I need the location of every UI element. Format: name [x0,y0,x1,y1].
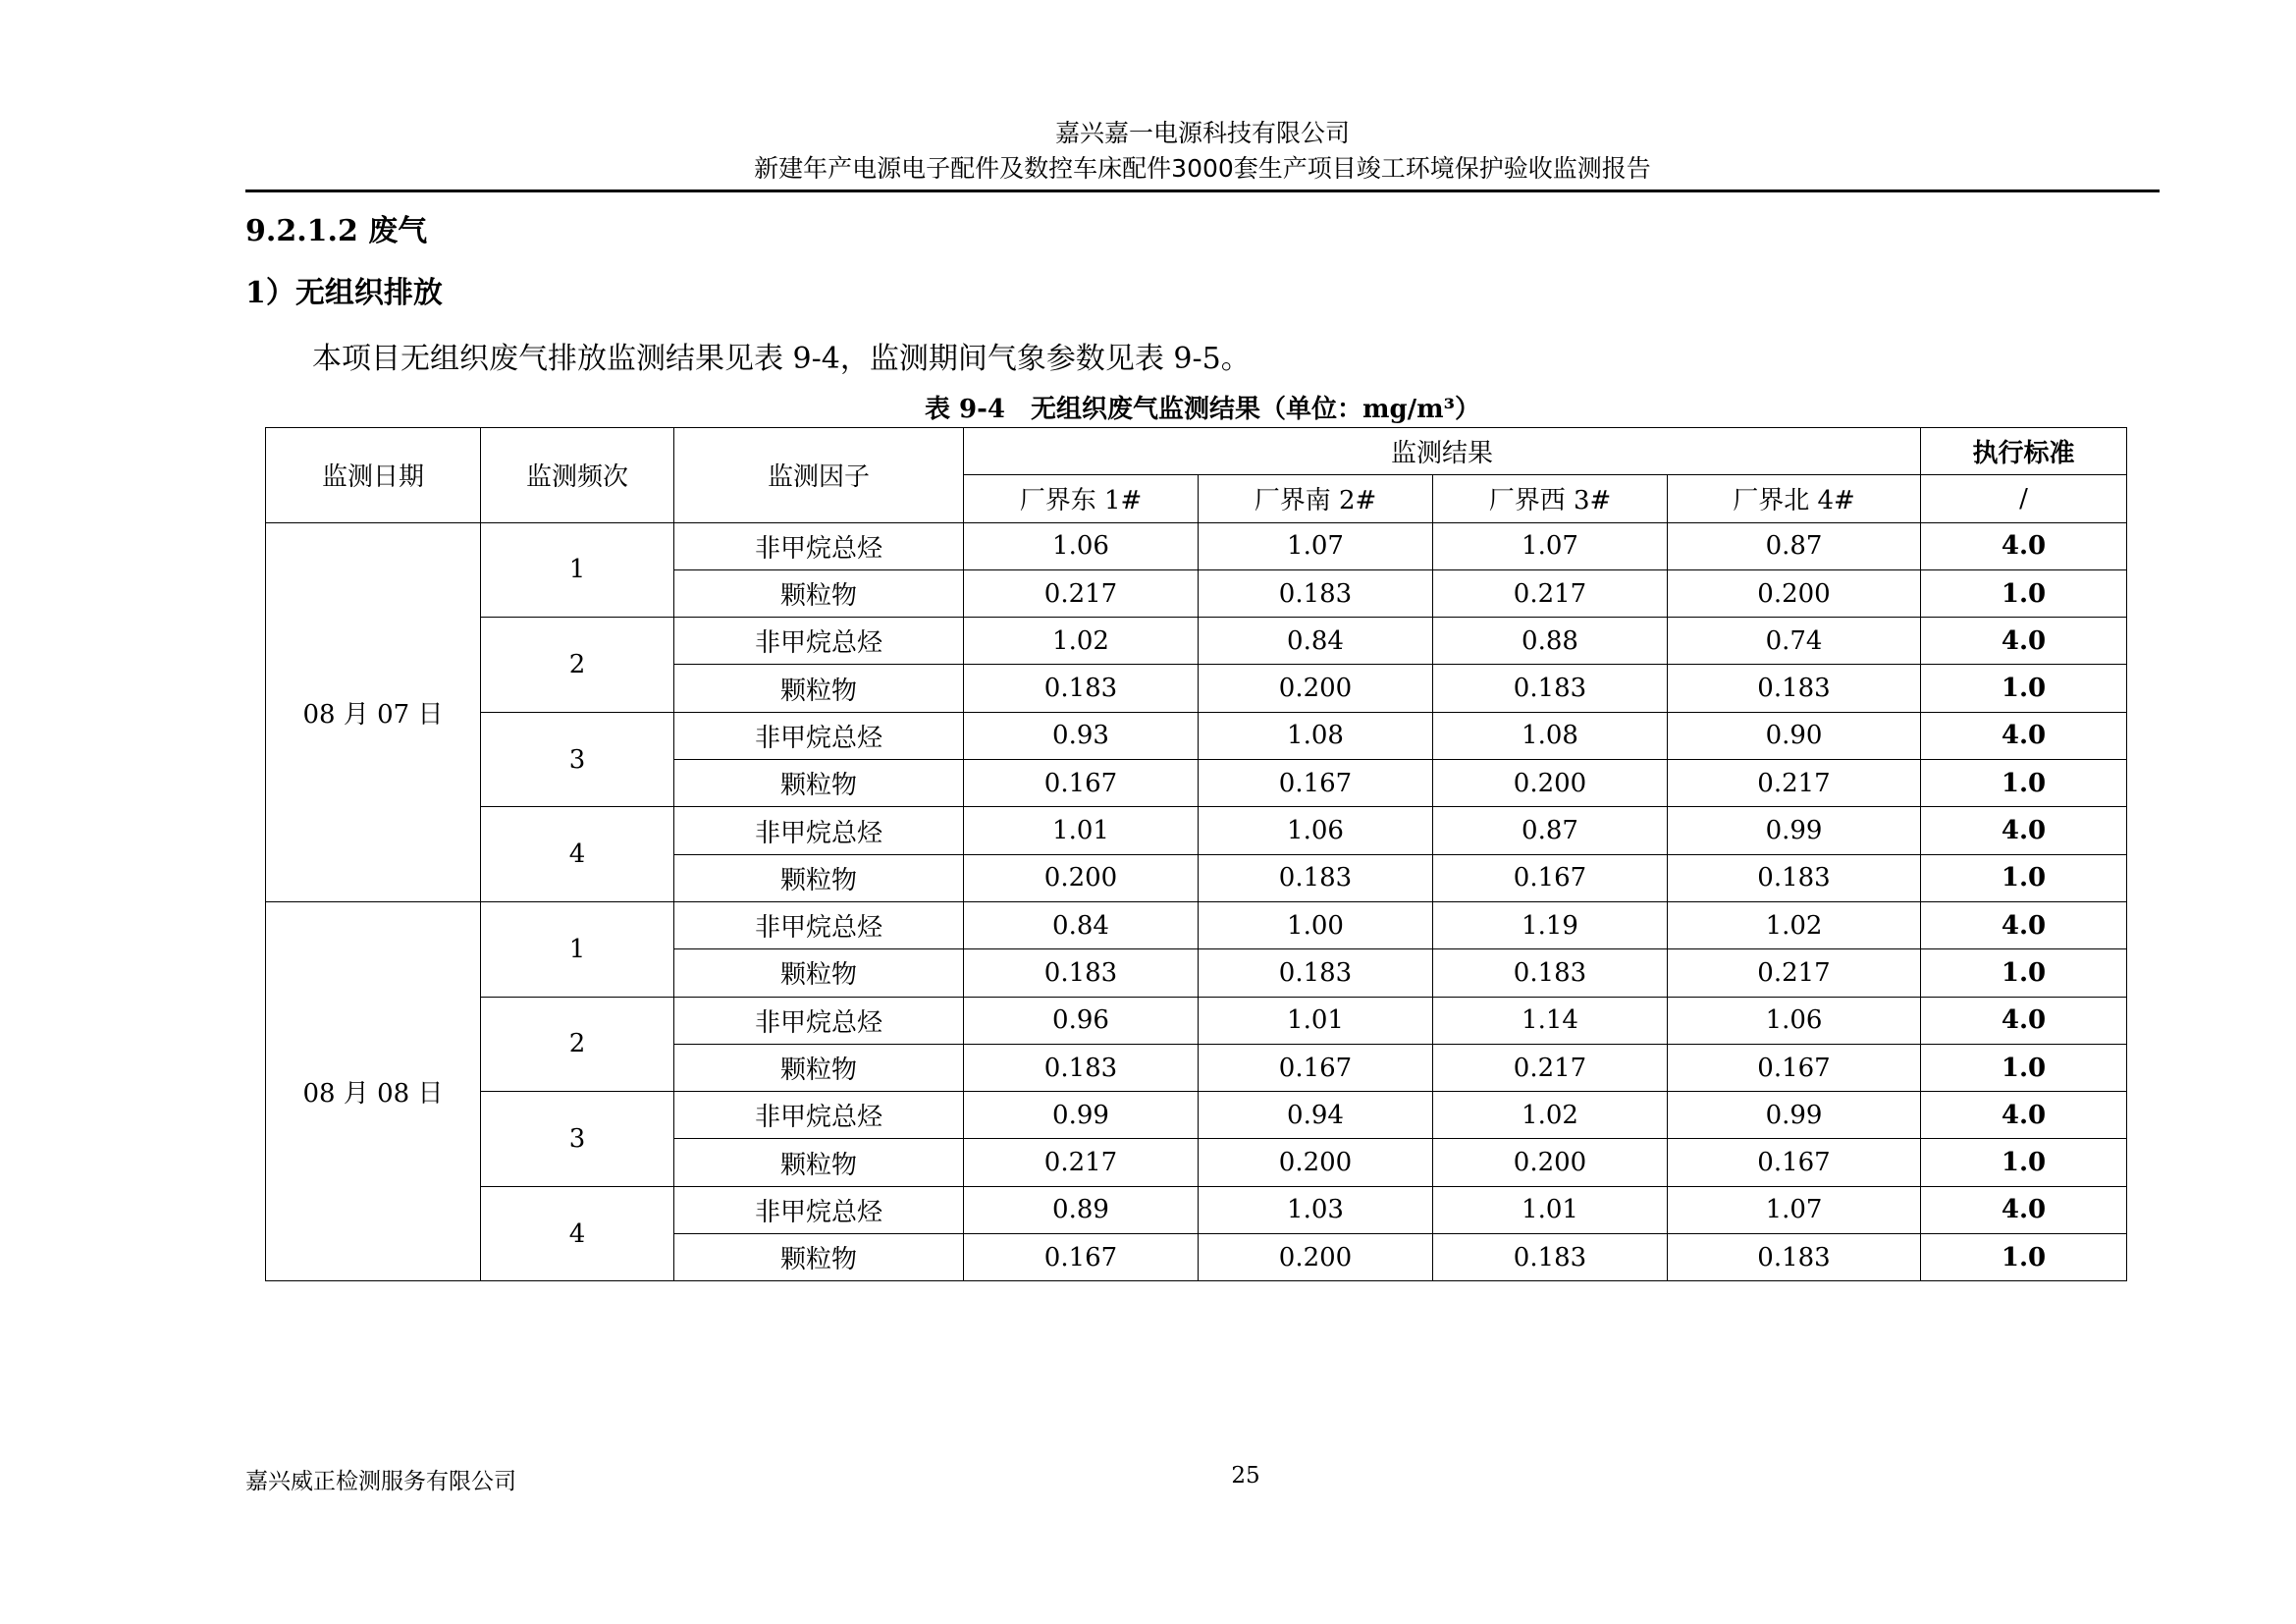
factor-cell: 非甲烷总烃 [674,1186,964,1233]
value-cell: 0.217 [1433,569,1668,617]
value-cell: 0.183 [1199,569,1433,617]
frequency-cell: 1 [481,901,674,997]
value-cell: 0.183 [1433,1234,1668,1281]
value-cell: 0.99 [1668,807,1921,854]
value-cell: 1.01 [964,807,1199,854]
value-cell: 1.06 [1199,807,1433,854]
standard-cell: 1.0 [1921,760,2127,807]
value-cell: 0.183 [1668,665,1921,712]
standard-cell: 4.0 [1921,901,2127,948]
factor-cell: 颗粒物 [674,1044,964,1091]
table-row [266,1186,2127,1233]
factor-cell: 颗粒物 [674,760,964,807]
value-cell: 0.217 [1668,949,1921,997]
table-caption: 表 9-4 无组织废气监测结果（单位：mg/m³） [924,395,1481,424]
table-row [266,1092,2127,1139]
frequency-cell: 2 [481,618,674,713]
value-cell: 0.217 [1668,760,1921,807]
value-cell: 0.167 [964,760,1199,807]
value-cell: 0.99 [964,1092,1199,1139]
value-cell: 0.90 [1668,712,1921,759]
frequency-cell: 4 [481,807,674,902]
standard-cell: 1.0 [1921,665,2127,712]
factor-cell: 颗粒物 [674,854,964,901]
value-cell: 0.217 [964,1139,1199,1186]
value-cell: 1.08 [1433,712,1668,759]
standard-cell: 4.0 [1921,1186,2127,1233]
value-cell: 0.88 [1433,618,1668,665]
frequency-cell: 3 [481,1092,674,1187]
page-number: 25 [1231,1463,1260,1489]
value-cell: 0.183 [1433,949,1668,997]
value-cell: 1.01 [1433,1186,1668,1233]
value-cell: 1.07 [1433,522,1668,569]
header-standard-unit: / [1921,475,2127,522]
standard-cell: 4.0 [1921,997,2127,1044]
value-cell: 1.14 [1433,997,1668,1044]
value-cell: 0.167 [1668,1044,1921,1091]
header-standard: 执行标准 [1921,428,2127,475]
monitoring-results-table [265,427,2127,1281]
section-title: 9.2.1.2 废气 [245,214,428,248]
table-row [266,522,2127,569]
value-cell: 0.167 [1433,854,1668,901]
header-point-west: 厂界西 3# [1433,475,1668,522]
value-cell: 0.84 [1199,618,1433,665]
table-header-row [266,428,2127,475]
frequency-cell: 2 [481,997,674,1092]
value-cell: 0.200 [1433,1139,1668,1186]
factor-cell: 颗粒物 [674,1234,964,1281]
value-cell: 0.200 [1668,569,1921,617]
factor-cell: 非甲烷总烃 [674,807,964,854]
value-cell: 1.06 [1668,997,1921,1044]
table-row [266,712,2127,759]
value-cell: 1.19 [1433,901,1668,948]
factor-cell: 颗粒物 [674,1139,964,1186]
value-cell: 0.167 [1199,760,1433,807]
value-cell: 1.06 [964,522,1199,569]
page-header [245,116,2160,187]
standard-cell: 1.0 [1921,1139,2127,1186]
frequency-cell: 1 [481,522,674,618]
standard-cell: 4.0 [1921,712,2127,759]
value-cell: 0.183 [1433,665,1668,712]
footer-company: 嘉兴威正检测服务有限公司 [245,1469,516,1494]
value-cell: 0.94 [1199,1092,1433,1139]
standard-cell: 4.0 [1921,807,2127,854]
standard-cell: 1.0 [1921,1044,2127,1091]
value-cell: 0.167 [1199,1044,1433,1091]
standard-cell: 1.0 [1921,949,2127,997]
value-cell: 0.87 [1433,807,1668,854]
subsection-title: 1）无组织排放 [245,276,443,310]
value-cell: 1.02 [1668,901,1921,948]
value-cell: 0.183 [1668,1234,1921,1281]
value-cell: 0.87 [1668,522,1921,569]
date-cell: 08 月 08 日 [266,901,481,1280]
standard-cell: 4.0 [1921,522,2127,569]
factor-cell: 颗粒物 [674,665,964,712]
header-point-south: 厂界南 2# [1199,475,1433,522]
value-cell: 0.200 [964,854,1199,901]
table-row [266,997,2127,1044]
value-cell: 1.08 [1199,712,1433,759]
date-cell: 08 月 07 日 [266,522,481,901]
value-cell: 0.96 [964,997,1199,1044]
header-rule [245,189,2160,192]
value-cell: 1.02 [1433,1092,1668,1139]
header-point-east: 厂界东 1# [964,475,1199,522]
value-cell: 0.183 [1668,854,1921,901]
standard-cell: 1.0 [1921,1234,2127,1281]
value-cell: 0.89 [964,1186,1199,1233]
header-point-north: 厂界北 4# [1668,475,1921,522]
value-cell: 0.74 [1668,618,1921,665]
frequency-cell: 4 [481,1186,674,1281]
value-cell: 0.99 [1668,1092,1921,1139]
value-cell: 0.200 [1199,1139,1433,1186]
header-frequency: 监测频次 [481,428,674,523]
table-row [266,901,2127,948]
value-cell: 0.200 [1433,760,1668,807]
factor-cell: 非甲烷总烃 [674,997,964,1044]
frequency-cell: 3 [481,712,674,807]
intro-paragraph: 本项目无组织废气排放监测结果见表 9-4，监测期间气象参数见表 9-5。 [312,342,1251,376]
value-cell: 0.200 [1199,665,1433,712]
header-report-title: 新建年产电源电子配件及数控车床配件3000套生产项目竣工环境保护验收监测报告 [754,154,1651,183]
value-cell: 1.07 [1199,522,1433,569]
value-cell: 0.200 [1199,1234,1433,1281]
value-cell: 0.93 [964,712,1199,759]
header-date: 监测日期 [266,428,481,523]
value-cell: 0.183 [964,1044,1199,1091]
factor-cell: 非甲烷总烃 [674,901,964,948]
factor-cell: 颗粒物 [674,949,964,997]
value-cell: 0.183 [964,949,1199,997]
factor-cell: 非甲烷总烃 [674,1092,964,1139]
standard-cell: 1.0 [1921,569,2127,617]
factor-cell: 非甲烷总烃 [674,712,964,759]
value-cell: 0.217 [1433,1044,1668,1091]
value-cell: 1.03 [1199,1186,1433,1233]
value-cell: 0.183 [1199,854,1433,901]
factor-cell: 颗粒物 [674,569,964,617]
factor-cell: 非甲烷总烃 [674,522,964,569]
value-cell: 0.84 [964,901,1199,948]
value-cell: 1.02 [964,618,1199,665]
standard-cell: 4.0 [1921,1092,2127,1139]
standard-cell: 1.0 [1921,854,2127,901]
header-results: 监测结果 [964,428,1921,475]
value-cell: 1.00 [1199,901,1433,948]
table-row [266,618,2127,665]
value-cell: 1.07 [1668,1186,1921,1233]
header-company: 嘉兴嘉一电源科技有限公司 [1054,119,1350,147]
table-row [266,807,2127,854]
header-factor: 监测因子 [674,428,964,523]
standard-cell: 4.0 [1921,618,2127,665]
value-cell: 0.217 [964,569,1199,617]
value-cell: 0.167 [1668,1139,1921,1186]
value-cell: 0.183 [1199,949,1433,997]
value-cell: 0.167 [964,1234,1199,1281]
factor-cell: 非甲烷总烃 [674,618,964,665]
value-cell: 0.183 [964,665,1199,712]
value-cell: 1.01 [1199,997,1433,1044]
